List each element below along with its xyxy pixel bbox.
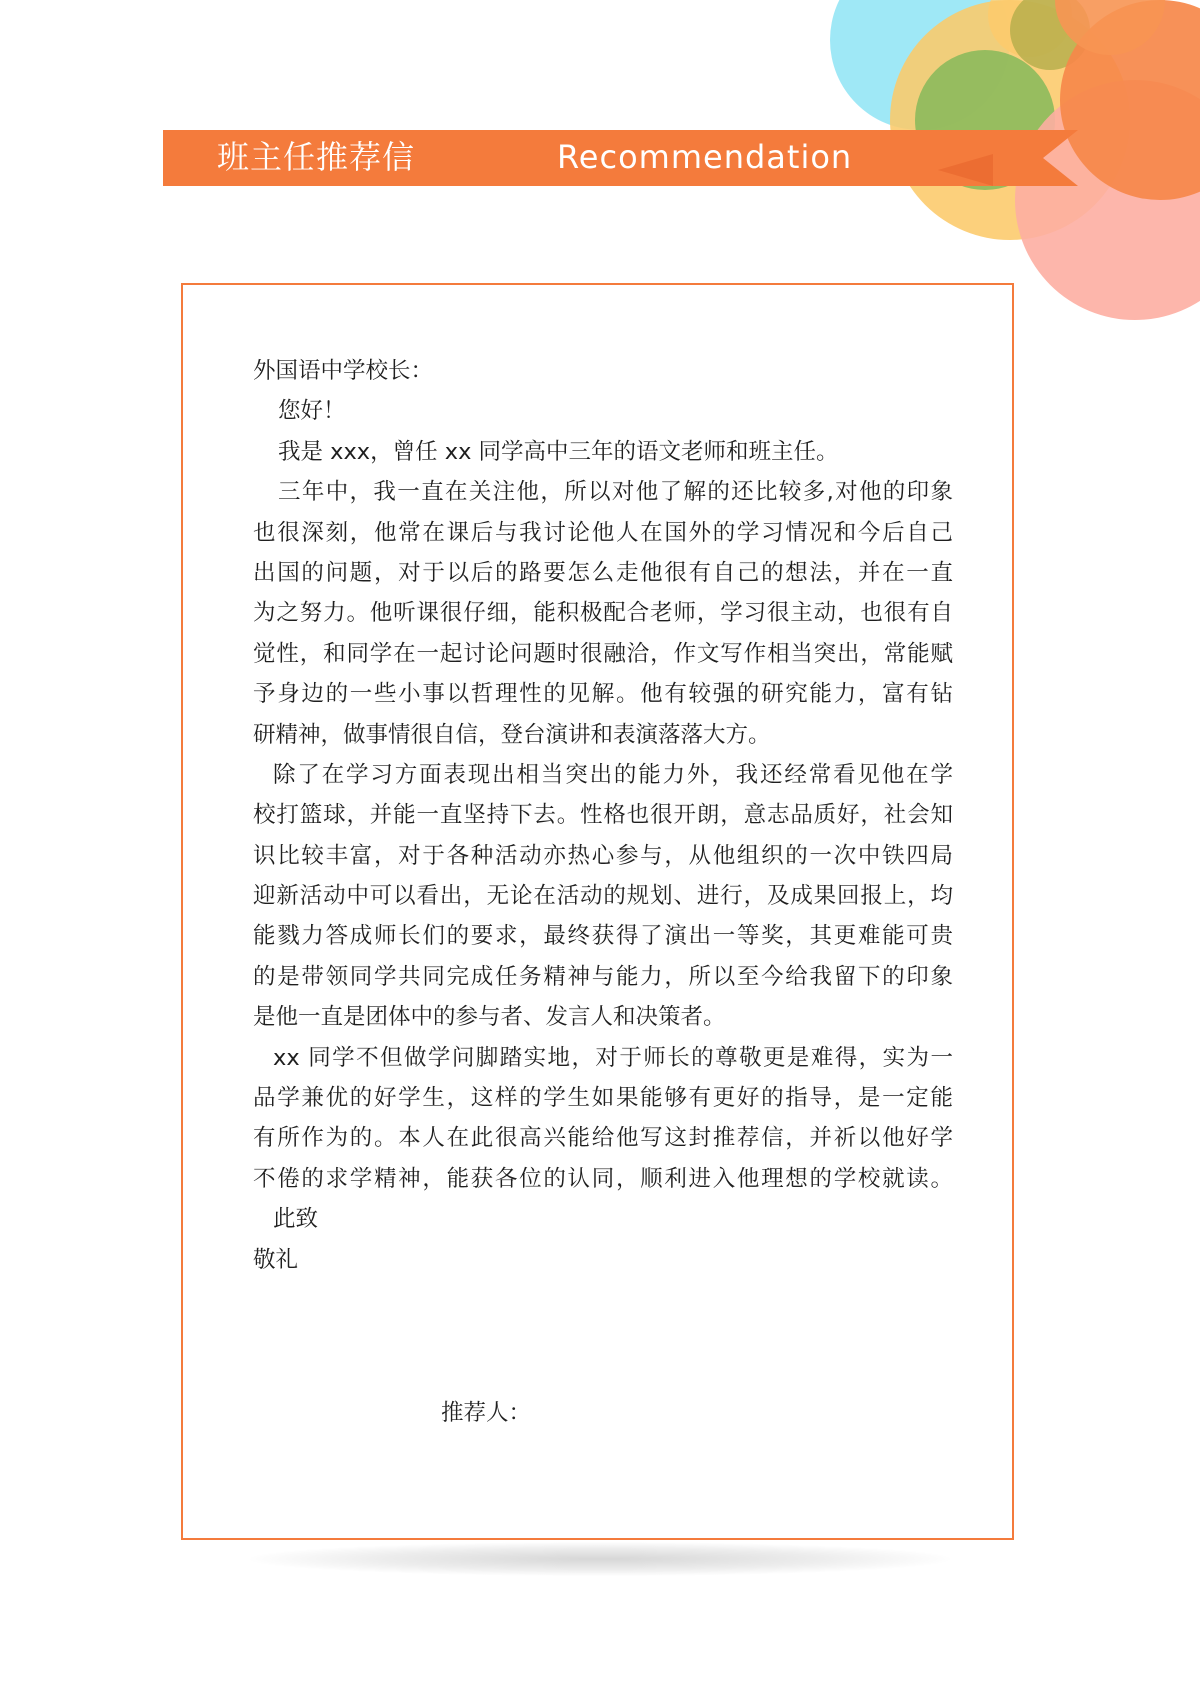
pink-circle xyxy=(1015,80,1200,320)
paragraph-line: xx 同学不但做学问脚踏实地，对于师长的尊敬更是难得，实为一 xyxy=(273,1044,953,1071)
paragraph-line: 迎新活动中可以看出，无论在活动的规划、进行，及成果回报上，均 xyxy=(253,883,953,910)
closing-line-1: 此致 xyxy=(273,1206,319,1233)
paragraph-1 xyxy=(253,472,953,755)
signature-label: 推荐人： xyxy=(441,1400,532,1426)
paragraph-line: 三年中，我一直在关注他，所以对他了解的还比较多,对他的印象 xyxy=(278,479,953,506)
olive-circle xyxy=(1010,0,1090,70)
intro-line: 我是 xxx，曾任 xx 同学高中三年的语文老师和班主任。 xyxy=(278,438,839,465)
paragraph-3 xyxy=(253,1038,953,1200)
yellow-large-circle xyxy=(890,0,1130,240)
paragraph-line: 校打篮球，并能一直坚持下去。性格也很开朗，意志品质好，社会知 xyxy=(253,802,953,829)
paragraph-line: 的是带领同学共同完成任务精神与能力，所以至今给我留下的印象 xyxy=(253,963,953,990)
paragraph-line: 不倦的求学精神，能获各位的认同，顺利进入他理想的学校就读。 xyxy=(253,1165,953,1192)
letter-frame xyxy=(181,283,1014,1540)
paragraph-line: 除了在学习方面表现出相当突出的能力外，我还经常看见他在学 xyxy=(273,761,953,788)
paragraph-line: 也很深刻，他常在课后与我讨论他人在国外的学习情况和今后自己 xyxy=(253,519,953,546)
paragraph-line: 能戮力答成师长们的要求，最终获得了演出一等奖，其更难能可贵 xyxy=(253,923,953,950)
orange-circle xyxy=(1060,0,1200,200)
yellow-circle xyxy=(988,0,1072,57)
paragraph-line: 是他一直是团体中的参与者、发言人和决策者。 xyxy=(253,1004,726,1031)
paragraph-line: 有所作为的。本人在此很高兴能给他写这封推荐信，并祈以他好学 xyxy=(253,1125,953,1152)
closing-line-2: 敬礼 xyxy=(253,1246,299,1273)
cyan-circle xyxy=(830,0,1010,130)
paragraph-line: 予身边的一些小事以哲理性的见解。他有较强的研究能力，富有钻 xyxy=(253,681,953,708)
paragraph-line: 品学兼优的好学生，这样的学生如果能够有更好的指导，是一定能 xyxy=(253,1085,953,1112)
greeting: 您好！ xyxy=(278,398,346,425)
paragraph-2 xyxy=(253,755,953,1038)
paragraph-line: 出国的问题，对于以后的路要怎么走他很有自己的想法，并在一直 xyxy=(253,559,953,586)
paragraph-line: 为之努力。他听课很仔细，能积极配合老师，学习很主动，也很有自 xyxy=(253,600,953,627)
page-subtitle: Recommendation xyxy=(557,138,853,176)
paragraph-line: 觉性，和同学在一起讨论问题时很融洽，作文写作相当突出，常能赋 xyxy=(253,640,953,667)
salutation: 外国语中学校长： xyxy=(253,358,434,384)
letter-body xyxy=(253,351,953,1280)
paragraph-line: 识比较丰富，对于各种活动亦热心参与，从他组织的一次中铁四局 xyxy=(253,842,953,869)
paragraph-line: 研精神，做事情很自信，登台演讲和表演落落大方。 xyxy=(253,721,771,748)
frame-shadow xyxy=(250,1542,950,1576)
orange-top-circle xyxy=(1055,0,1165,55)
page-title: 班主任推荐信 xyxy=(217,138,416,176)
